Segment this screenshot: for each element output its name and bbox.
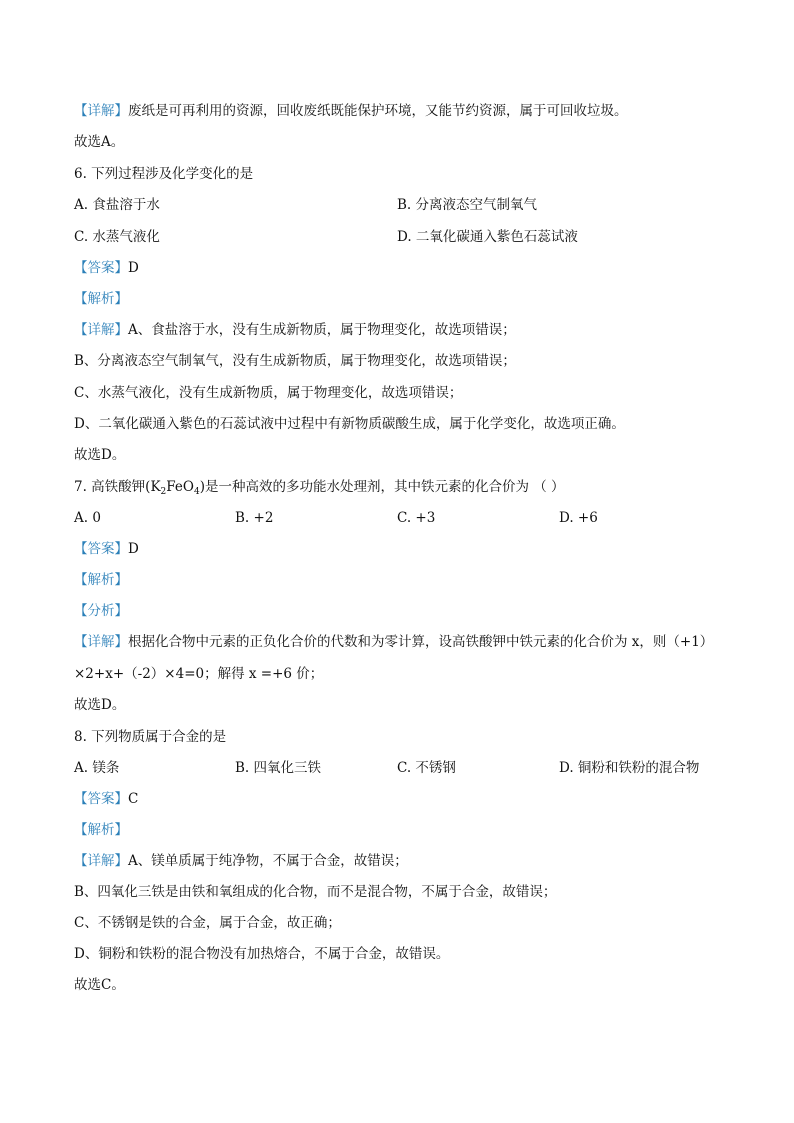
q8-answer: C (128, 791, 139, 807)
q7-detail-2: ×2+x+（-2）×4=0；解得 x =+6 价； (74, 666, 324, 682)
detail-text: 废纸是可再利用的资源，回收废纸既能保护环境，又能节约资源，属于可回收垃圾。 (128, 103, 628, 119)
q7-subscript-4: 4 (193, 487, 200, 497)
detail-tag: 【详解】 (74, 634, 128, 650)
q6-option-a: A. 食盐溶于水 (74, 197, 160, 213)
q6-analysis-tag (74, 289, 128, 309)
q6-detail-b: B、分离液态空气制氧气，没有生成新物质，属于物理变化，故选项错误； (74, 353, 516, 369)
q8-analysis-tag (74, 820, 128, 840)
analysis-tag: 【解析】 (74, 291, 128, 307)
question-7-stem (74, 477, 565, 497)
q7-subscript-2: 2 (160, 487, 167, 497)
q7-option-c: C. +3 (397, 510, 436, 526)
q7-option-d: D. +6 (559, 510, 598, 526)
q8-option-c: C. 不锈钢 (397, 760, 456, 776)
q6-option-c: C. 水蒸气液化 (74, 229, 160, 245)
choose-line: 故选A。 (74, 134, 125, 150)
q7-stem-b: FeO (166, 479, 194, 495)
q7-stem-a: 7. 高铁酸钾(K (74, 479, 161, 495)
detail-line (74, 101, 628, 121)
q7-choose: 故选D。 (74, 697, 126, 713)
q8-option-b: B. 四氧化三铁 (235, 760, 322, 776)
q8-detail-line-1 (74, 851, 408, 871)
q7-answer: D (128, 541, 139, 557)
q8-detail-a: A、镁单质属于纯净物，不属于合金，故错误； (128, 853, 408, 869)
q8-detail-b: B、四氧化三铁是由铁和氧组成的化合物，而不是混合物，不属于合金，故错误； (74, 884, 557, 900)
answer-tag: 【答案】 (74, 260, 128, 276)
detail-tag: 【详解】 (74, 322, 128, 338)
detail-tag: 【详解】 (74, 103, 128, 119)
answer-tag: 【答案】 (74, 541, 128, 557)
q6-choose: 故选D。 (74, 447, 126, 463)
q6-answer-line (74, 258, 139, 278)
q8-answer-line (74, 789, 138, 809)
question-8-stem: 8. 下列物质属于合金的是 (74, 729, 227, 745)
detail-tag: 【详解】 (74, 853, 128, 869)
q7-answer-line (74, 539, 139, 559)
analysis-tag: 【解析】 (74, 572, 128, 588)
q8-detail-c: C、不锈钢是铁的合金，属于合金，故正确； (74, 915, 341, 931)
q8-choose: 故选C。 (74, 977, 125, 993)
fenxi-tag: 【分析】 (74, 603, 128, 619)
q6-option-d: D. 二氧化碳通入紫色石蕊试液 (397, 229, 578, 245)
q7-fenxi-tag (74, 601, 128, 621)
q7-detail-line-1 (74, 632, 713, 652)
q8-detail-d: D、铜粉和铁粉的混合物没有加热熔合，不属于合金，故错误。 (74, 946, 450, 962)
question-6-stem: 6. 下列过程涉及化学变化的是 (74, 166, 254, 182)
q7-stem-c: )是一种高效的多功能水处理剂，其中铁元素的化合价为 （ ） (199, 479, 565, 495)
q7-option-b: B. +2 (235, 510, 274, 526)
q8-option-a: A. 镁条 (74, 760, 120, 776)
q6-detail-c: C、水蒸气液化，没有生成新物质，属于物理变化，故选项错误； (74, 385, 463, 401)
q6-option-b: B. 分离液态空气制氧气 (397, 197, 538, 213)
q6-answer: D (128, 260, 139, 276)
q8-option-d: D. 铜粉和铁粉的混合物 (559, 760, 700, 776)
q7-detail-1: 根据化合物中元素的正负化合价的代数和为零计算，设高铁酸钾中铁元素的化合价为 x，则（+1） (128, 634, 714, 650)
analysis-tag: 【解析】 (74, 822, 128, 838)
q6-detail-d: D、二氧化碳通入紫色的石蕊试液中过程中有新物质碳酸生成，属于化学变化，故选项正确。 (74, 416, 625, 432)
answer-tag: 【答案】 (74, 791, 128, 807)
q7-option-a: A. 0 (74, 510, 101, 526)
q6-detail-a: A、食盐溶于水，没有生成新物质，属于物理变化，故选项错误； (128, 322, 516, 338)
q6-detail-line-1 (74, 320, 516, 340)
q7-analysis-tag (74, 570, 128, 590)
